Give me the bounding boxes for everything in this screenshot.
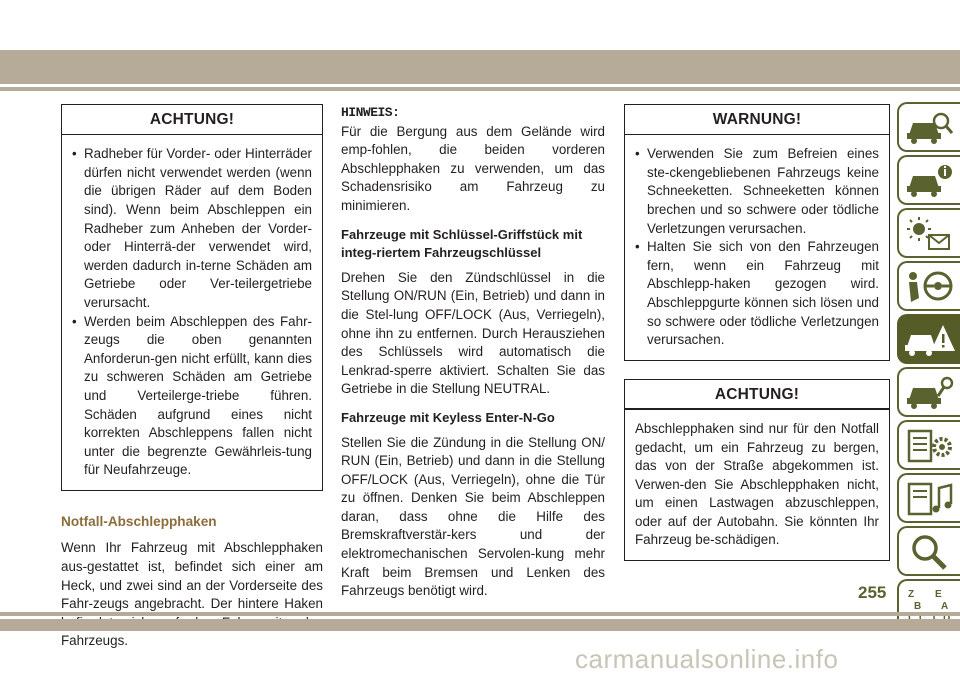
- section-paragraph: Wenn Ihr Fahrzeug mit Abschlepphaken aus-gestattet ist, befindet sich einer am Heck, und zwei sind an der Vorderseite des Fahr-zeugs angebracht. Der hintere Haken Fahrzeugs.: [61, 540, 323, 649]
- watermark-text: carmanualsonline.info: [575, 644, 839, 674]
- bottom-band: [0, 619, 960, 631]
- column-left: [61, 104, 323, 661]
- note-heading: HINWEIS:: [341, 105, 400, 120]
- svg-text:A: A: [941, 601, 949, 612]
- note-paragraph: Für die Bergung aus dem Gelände wird emp-fohlen, die beiden vorderen Abschlepphaken zu verwenden, um das Schadensrisiko am Fahrzeug zu minimieren.: [341, 123, 605, 213]
- caution-box-2: [624, 379, 890, 561]
- tab-warning-lights[interactable]: [897, 208, 960, 258]
- specifications-gear-icon: [905, 427, 955, 465]
- column-right: [624, 104, 890, 561]
- car-service-wrench-icon: [905, 374, 955, 412]
- subheading-keyless: Fahrzeuge mit Keyless Enter-N-Go: [341, 409, 555, 425]
- warning-title: WARNUNG!: [712, 111, 802, 128]
- tab-search[interactable]: [897, 526, 960, 576]
- page-number: 255: [858, 583, 887, 602]
- tab-car-magnifier[interactable]: [897, 102, 960, 152]
- tab-multimedia[interactable]: [897, 473, 960, 523]
- search-magnifier-icon: [905, 533, 955, 571]
- svg-text:E: E: [935, 589, 942, 600]
- airbag-steering-wheel-icon: [905, 268, 955, 306]
- caution-item: • Radheber für Vorder- oder Hinterräder dürfen nicht verwendet werden (wenn die übrigen Räder auf dem Boden sind). Wenn beim Abschleppen ein Radheber zum Anheben der Vorder- oder Hinterrä-der verwendet wird, werden dadurch in-terne Schäden am Getriebe oder Ver-teilergetriebe verursacht.: [72, 145, 312, 312]
- column-middle: [341, 104, 605, 611]
- caution-list: [72, 145, 312, 480]
- subheading-key-fob: Fahrzeuge mit Schlüssel-Griffstück mit integ-riertem Fahrzeugschlüssel: [341, 226, 583, 261]
- section-heading: Notfall-Abschlepphaken: [61, 513, 217, 529]
- car-info-icon: [905, 162, 955, 200]
- caution-box-1: [61, 104, 323, 491]
- tab-airbag[interactable]: [897, 261, 960, 311]
- chapter-tabs: [897, 102, 960, 632]
- svg-text:B: B: [914, 601, 922, 612]
- top-band: [0, 50, 960, 84]
- tab-car-info[interactable]: [897, 155, 960, 205]
- caution-title: ACHTUNG!: [714, 385, 800, 403]
- caution-title: ACHTUNG!: [149, 111, 235, 128]
- warning-item: • Verwenden Sie zum Befreien eines ste-ckengebliebenen Fahrzeugs keine Schneeketten. Schneeketten können brechen und so schwere oder tödliche Verletzungen verursachen.: [635, 145, 879, 238]
- svg-text:Z: Z: [908, 589, 915, 600]
- warning-box: [624, 104, 890, 361]
- warning-lights-message-icon: [905, 215, 955, 253]
- caution-paragraph: Abschlepphaken sind nur für den Notfall gedacht, um ein Fahrzeug zu bergen, das von der Straße abgekommen ist. Verwen-den Sie Abschlepphaken nicht, um einen Lastwagen abzuschleppen, oder auf der Autobahn. Sie könnten Ihr Fahrzeug be-schädigen.: [635, 420, 879, 548]
- multimedia-note-icon: [905, 480, 955, 518]
- tab-emergency[interactable]: [897, 314, 960, 364]
- bottom-rule: [0, 612, 960, 616]
- paragraph-keyless: Stellen Sie die Zündung in die Stellung ON/ RUN (Ein, Betrieb) und dann in die Stellung OFF/LOCK (Aus, Verriegeln), ohne die Tür zu öffnen. Denken Sie beim Abschleppen daran, dass ohne die Hilfe des Bremskraftverstär-kers und der elektromechanischen Servolen-kung mehr Kraft beim Bremsen und Lenken des Fahrzeugs benötigt wird.: [341, 434, 605, 599]
- warning-list: [635, 145, 879, 350]
- tab-specifications[interactable]: [897, 420, 960, 470]
- caution-item: • Werden beim Abschleppen des Fahr-zeugs die oben genannten Anforderun-gen nicht erfüllt, kann dies zu schweren Schäden am Getriebe und Verteilerge-triebe führen. Schäden aufgrund eines nicht korrekten Abschleppens fallen nicht unter die begrenzte Gewährleis-tung für Neufahrzeuge.: [72, 313, 312, 480]
- car-magnifier-icon: [905, 109, 955, 147]
- top-rule: [0, 87, 960, 91]
- tab-car-service[interactable]: [897, 367, 960, 417]
- car-emergency-warning-icon: [905, 321, 955, 359]
- paragraph-key-fob: Drehen Sie den Zündschlüssel in die Stellung ON/RUN (Ein, Betrieb) und dann in die Stel-lung OFF/LOCK (Aus, Verriegeln), ohne ihn zu entfernen. Durch Herausziehen des Schlüssels wird automatisch die Lenkrad-sperre aktiviert. Schalten Sie das Getriebe in die Stellung NEUTRAL.: [341, 269, 605, 397]
- warning-item: • Halten Sie sich von den Fahrzeugen fern, wenn ein Fahrzeug mit Abschlepp-haken gezogen wird. Abschleppgurte können sich lösen und so schwere oder tödliche Verletzungen verursachen.: [635, 238, 879, 350]
